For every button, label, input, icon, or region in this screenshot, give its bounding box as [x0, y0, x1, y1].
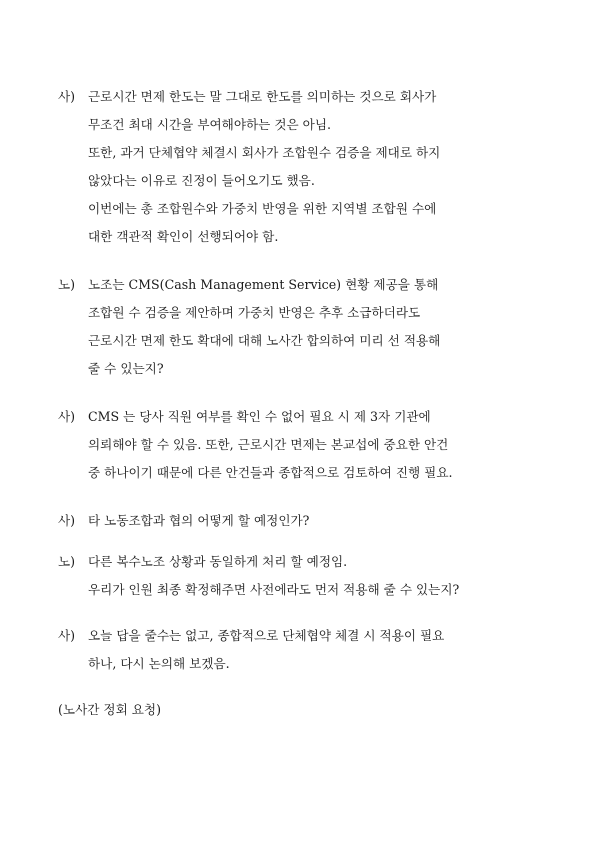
dialogue-line: 줄 수 있는지?: [88, 361, 164, 376]
dialogue-line: [58, 403, 578, 431]
dialogue-block-company-3: [58, 507, 578, 535]
dialogue-block-company-1: [58, 83, 578, 251]
dialogue-line: 의뢰해야 할 수 있음. 또한, 근로시간 면제는 본교섭에 중요한 안건: [88, 437, 449, 452]
speaker-label: 노): [58, 277, 76, 292]
dialogue-line: [58, 622, 578, 650]
speaker-label: 사): [58, 89, 76, 104]
dialogue-line: 또한, 과거 단체협약 체결시 회사가 조합원수 검증을 제대로 하지: [88, 145, 441, 160]
dialogue-line: 대한 객관적 확인이 선행되어야 함.: [88, 229, 279, 244]
statement-text: 노조는 CMS(Cash Management Service) 현황 제공을 통해: [88, 277, 439, 292]
dialogue-line: 이번에는 총 조합원수와 가중치 반영을 위한 지역별 조합원 수에: [88, 201, 437, 216]
dialogue-line: 조합원 수 검증을 제안하며 가중치 반영은 추후 소급하더라도: [88, 305, 421, 320]
dialogue-line: [58, 507, 578, 535]
dialogue-line: 하나, 다시 논의해 보겠음.: [88, 656, 230, 671]
statement-text: 오늘 답을 줄수는 없고, 종합적으로 단체협약 체결 시 적용이 필요: [88, 628, 445, 643]
closing-note: (노사간 정회 요청): [58, 702, 161, 717]
dialogue-block-company-4: [58, 622, 578, 678]
statement-text: 다른 복수노조 상황과 동일하게 처리 할 예정임.: [88, 554, 348, 569]
dialogue-line: [58, 83, 578, 111]
statement-text: 근로시간 면제 한도는 말 그대로 한도를 의미하는 것으로 회사가: [88, 89, 437, 104]
statement-text: 타 노동조합과 협의 어떻게 할 예정인가?: [88, 513, 310, 528]
dialogue-line: 중 하나이기 때문에 다른 안건들과 종합적으로 검토하여 진행 필요.: [88, 465, 453, 480]
closing-note-block: [58, 696, 578, 724]
dialogue-line: 근로시간 면제 한도 확대에 대해 노사간 합의하여 미리 선 적용해: [88, 333, 441, 348]
dialogue-block-company-2: [58, 403, 578, 487]
dialogue-line: 않았다는 이유로 진정이 들어오기도 했음.: [88, 173, 315, 188]
speaker-label: 노): [58, 554, 76, 569]
dialogue-block-union-2: [58, 548, 578, 604]
speaker-label: 사): [58, 628, 76, 643]
dialogue-line: 무조건 최대 시간을 부여해야하는 것은 아님.: [88, 117, 331, 132]
speaker-label: 사): [58, 513, 76, 528]
dialogue-block-union-1: [58, 271, 578, 383]
dialogue-line: [58, 271, 578, 299]
speaker-label: 사): [58, 409, 76, 424]
dialogue-line: [58, 548, 578, 576]
dialogue-line: 우리가 인원 최종 확정해주면 사전에라도 먼저 적용해 줄 수 있는지?: [88, 582, 460, 597]
statement-text: CMS 는 당사 직원 여부를 확인 수 없어 필요 시 제 3자 기관에: [88, 409, 431, 424]
